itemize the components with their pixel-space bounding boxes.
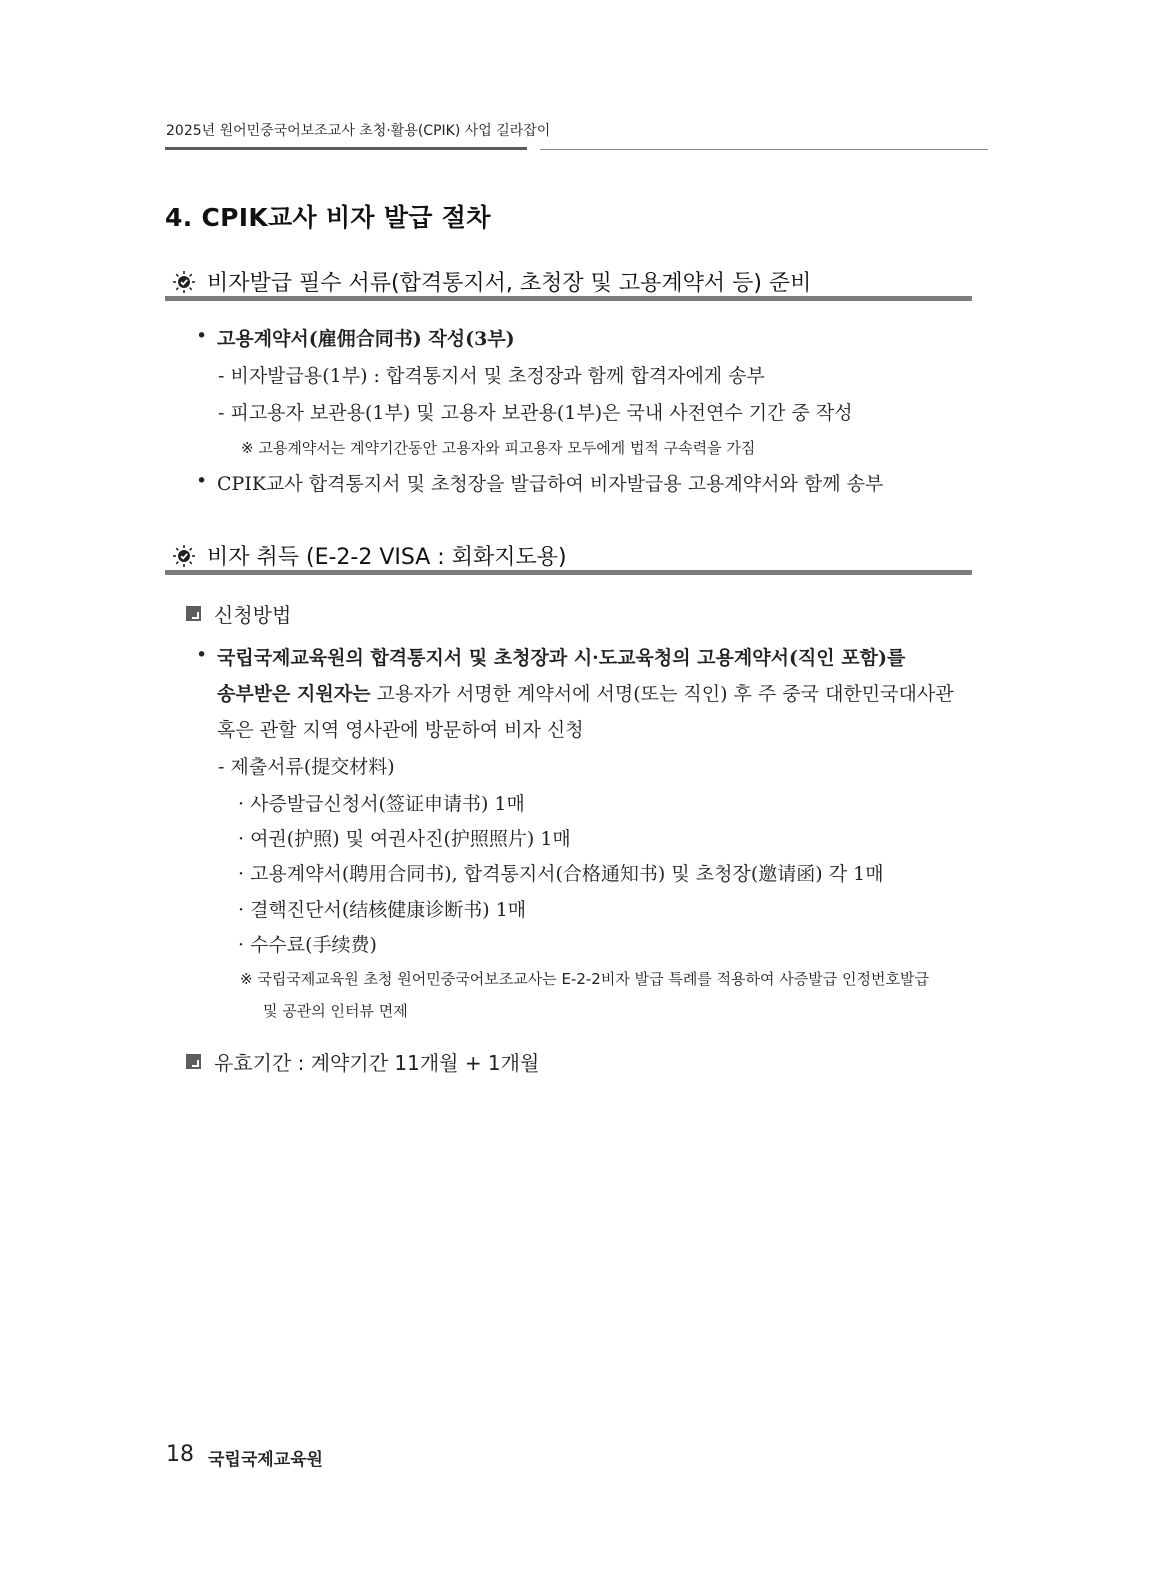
section-heading-visa [172,540,567,571]
bullet-dot: • [196,644,208,666]
dash-item: - 비자발급용(1부) : 합격통지서 및 초정장과 함께 합격자에게 송부 [218,365,765,387]
section-heading-text: 비자 취득 (E-2-2 VISA : 회화지도용) [207,545,567,570]
application-para-line3: 혹은 관할 지역 영사관에 방문하여 비자 신청 [217,719,584,741]
applicant-rest: 고용자가 서명한 계약서에 서명(또는 직인) 후 주 중국 대한민국대사관 [370,683,954,705]
exemption-note-line1: ※ 국립국제교육원 초청 원어민중국어보조교사는 E-2-2비자 발급 특례를 적용하여 사증발급 인정번호발급 [240,970,929,988]
send-bullet: CPIK교사 합격통지서 및 초청장을 발급하여 비자발급용 고용계약서와 함께 송부 [217,473,884,495]
header-rule-light [540,149,988,150]
page-number: 18 [166,1442,194,1467]
note: ※ 고용계약서는 계약기간동안 고용자와 피고용자 모두에게 법적 구속력을 가짐 [241,439,756,457]
documents-heading: - 제출서류(提交材料) [218,756,395,778]
section-heading-documents [172,266,811,297]
validity-heading [186,1047,539,1076]
document-item: · 여권(护照) 및 여권사진(护照照片) 1매 [238,828,571,850]
sun-icon [172,544,196,568]
exemption-note-line2: 및 공관의 인터뷰 면제 [263,1002,408,1020]
dash-item: - 피고용자 보관용(1부) 및 고용자 보관용(1부)은 국내 사전연수 기간 중 작성 [218,402,853,424]
document-item: · 결핵진단서(结核健康诊断书) 1매 [238,899,527,921]
footer-organization: 국립국제교육원 [208,1450,323,1470]
method-heading [186,599,291,628]
bullet-dot: • [196,470,208,492]
contract-bullet: 고용계약서(雇佣合同书) 작성(3부) [217,328,515,350]
document-item: · 사증발급신청서(签证申请书) 1매 [238,793,525,815]
applicant-bold: 송부받은 지원자는 [217,683,371,705]
section-rule [165,296,972,301]
square-bullet-icon [186,1054,201,1069]
document-item: · 고용계약서(聘用合同书), 합격통지서(合格通知书) 및 초청장(邀请函) 각 1매 [238,863,884,885]
method-heading-text: 신청방법 [214,603,292,627]
chapter-title: 4. CPIK교사 비자 발급 절차 [165,203,491,232]
document-item: · 수수료(手续费) [238,934,377,956]
application-para-line2 [217,679,954,706]
section-rule [165,570,972,575]
sun-icon [172,270,196,294]
application-para-line1: 국립국제교육원의 합격통지서 및 초청장과 시·도교육청의 고용계약서(직인 포함)를 [217,647,906,669]
square-bullet-icon [186,606,201,621]
header-rule-dark [165,147,527,150]
validity-text: 유효기간 : 계약기간 11개월 + 1개월 [214,1051,540,1075]
running-header-title: 2025년 원어민중국어보조교사 초청·활용(CPIK) 사업 길라잡이 [166,123,551,139]
bullet-dot: • [196,325,208,347]
section-heading-text: 비자발급 필수 서류(합격통지서, 초청장 및 고용계약서 등) 준비 [207,271,812,296]
